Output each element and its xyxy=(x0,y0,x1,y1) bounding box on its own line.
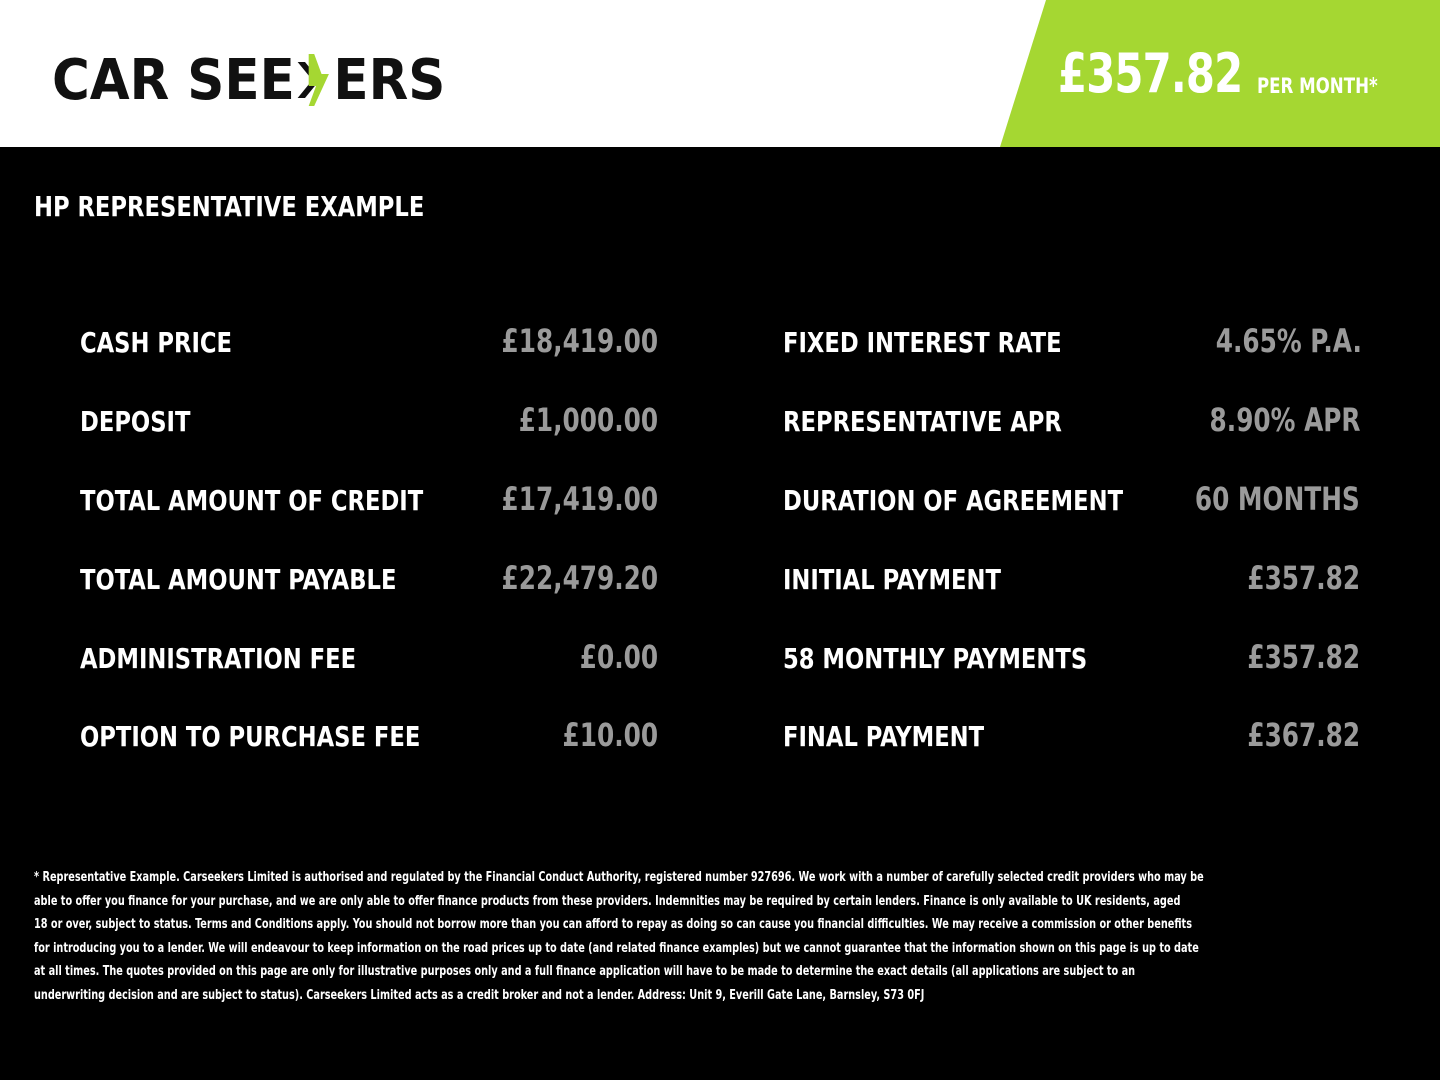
value-admin-fee: £0.00 xyxy=(579,638,658,676)
disclaimer-line: underwriting decision and are subject to status). Carseekers Limited acts as a credit broker and not a lender. Address: Unit 9, Everill Gate Lane, Barnsley, S73 0FJ xyxy=(34,986,925,1003)
value-interest-rate: 4.65% P.A. xyxy=(1215,322,1362,360)
logo-text-right: ERS xyxy=(333,47,446,113)
disclaimer-line: at all times. The quotes provided on this page are only for illustrative purposes only and a full finance application will have to be made to determine the exact details (all applications are subject to an xyxy=(34,963,1136,979)
label-final-payment: FINAL PAYMENT xyxy=(783,720,985,753)
value-cash-price: £18,419.00 xyxy=(501,322,658,360)
value-apr: 8.90% APR xyxy=(1209,401,1360,439)
label-purchase-fee: OPTION TO PURCHASE FEE xyxy=(80,720,421,753)
label-total-credit: TOTAL AMOUNT OF CREDIT xyxy=(80,484,424,517)
logo-text-left: CAR SEE xyxy=(52,47,295,113)
disclaimer-line: * Representative Example. Carseekers Limited is authorised and regulated by the Financial Conduct Authority, registered number 927696. We work with a number of carefully selected credit providers who may be xyxy=(34,869,1204,885)
label-initial-payment: INITIAL PAYMENT xyxy=(783,563,1001,596)
label-total-payable: TOTAL AMOUNT PAYABLE xyxy=(80,563,397,596)
value-total-payable: £22,479.20 xyxy=(501,559,658,597)
disclaimer-line: for introducing you to a lender. We will endeavour to keep information on the road prices up to date (and related finance examples) but we cannot guarantee that the information shown on this page is up to date xyxy=(34,939,1199,956)
value-duration: 60 MONTHS xyxy=(1195,480,1360,518)
label-apr: REPRESENTATIVE APR xyxy=(783,405,1062,438)
label-admin-fee: ADMINISTRATION FEE xyxy=(80,642,357,675)
label-interest-rate: FIXED INTEREST RATE xyxy=(783,326,1062,359)
label-duration: DURATION OF AGREEMENT xyxy=(783,484,1124,517)
value-total-credit: £17,419.00 xyxy=(501,480,658,518)
value-deposit: £1,000.00 xyxy=(518,401,658,439)
value-final-payment: £367.82 xyxy=(1247,716,1360,754)
disclaimer-line: 18 or over, subject to status. Terms and Conditions apply. You should not borrow more than you can afford to repay as doing so can cause you financial difficulties. We may receive a commission or other benefits xyxy=(34,916,1192,932)
section-title: HP REPRESENTATIVE EXAMPLE xyxy=(34,190,425,223)
label-cash-price: CASH PRICE xyxy=(80,326,233,359)
car-seekers-logo xyxy=(52,40,445,120)
monthly-price: £357.82 xyxy=(1058,42,1243,105)
disclaimer-line: able to offer you finance for your purchase, and we are only able to offer finance products from these providers. Indemnities may be required by certain lenders. Finance is only available to UK residents, aged xyxy=(34,892,1181,909)
disclaimer-text xyxy=(34,866,1284,1007)
label-monthly-payments: 58 MONTHLY PAYMENTS xyxy=(783,642,1088,675)
value-purchase-fee: £10.00 xyxy=(562,716,658,754)
value-initial-payment: £357.82 xyxy=(1247,559,1360,597)
label-deposit: DEPOSIT xyxy=(80,405,191,438)
value-monthly-payments: £357.82 xyxy=(1247,638,1360,676)
logo-k-arrow-icon xyxy=(296,50,333,110)
price-unit-label: PER MONTH* xyxy=(1257,74,1378,98)
